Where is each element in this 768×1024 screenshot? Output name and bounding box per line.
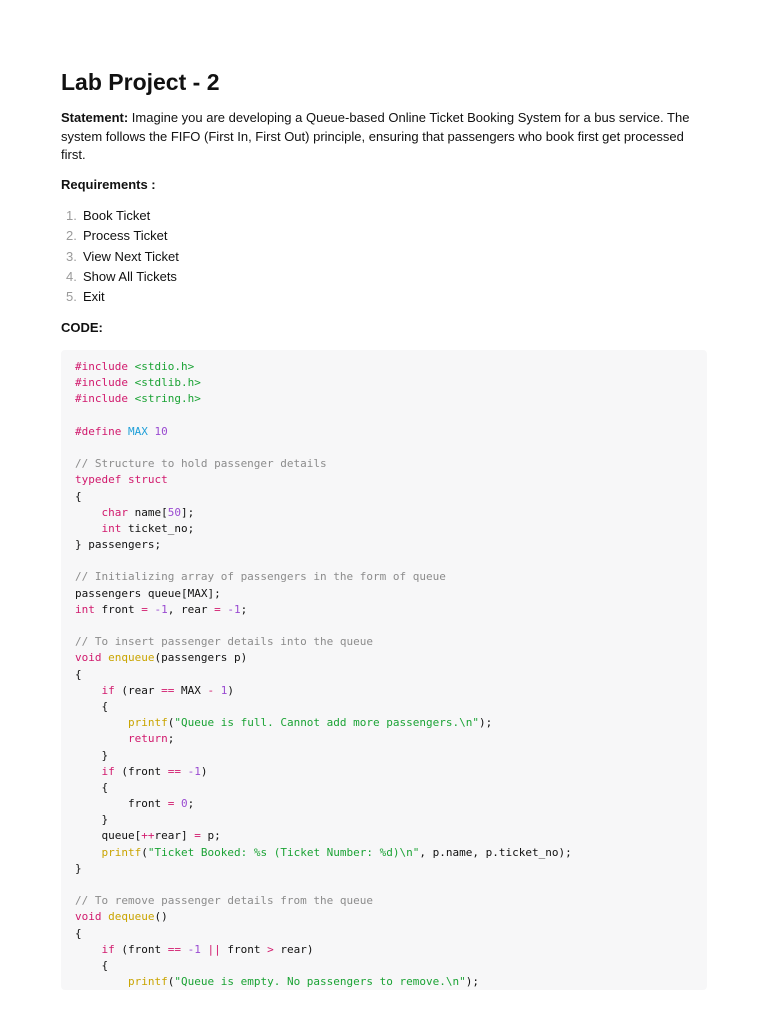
code-token: ]; [181,505,195,519]
code-token: passengers queue[MAX]; [75,586,221,600]
code-line [75,861,572,877]
code-token: if [101,683,115,697]
code-token: enqueue [108,651,155,665]
code-token: printf [127,975,168,989]
code-token [128,360,135,373]
code-line [75,569,572,585]
code-line [75,845,572,861]
code-token: == [161,683,175,697]
code-line [75,683,572,699]
code-token: queue[ [75,829,142,843]
code-token: { [75,489,82,503]
code-token [75,716,128,729]
code-line [75,505,572,521]
code-heading: CODE: [61,320,103,335]
code-token: == [167,942,181,956]
code-line [75,715,572,731]
requirement-number: 4. [66,268,77,284]
code-token: "Queue is full. Cannot add more passengers.\n" [174,716,479,730]
code-token: // Initializing array of passengers in the form of queue [75,570,446,584]
code-token [128,376,135,389]
code-token [174,797,181,810]
code-token: void [75,651,102,665]
code-token: > [267,942,274,956]
code-token: ; [187,797,195,811]
code-token: } [75,861,82,875]
code-token [214,684,221,697]
code-token: = [194,829,201,843]
code-token: <stdio.h> [134,360,195,373]
code-line [75,521,572,537]
code-token: { [75,958,109,972]
code-token: "Ticket Booked: %s (Ticket Number: %d)\n" [147,845,420,859]
code-line [75,893,572,909]
code-token [121,425,128,438]
code-token: -1 [187,764,201,778]
code-line [75,586,572,602]
code-token: dequeue [108,910,155,924]
code-line [75,489,572,505]
code-token: rear) [273,942,314,956]
code-token: ); [465,975,480,989]
code-token: == [167,764,181,778]
code-token: ++ [141,829,155,843]
code-token: #include [75,392,128,406]
requirement-number: 2. [66,228,77,244]
requirements-list [66,206,179,307]
requirement-label: Process Ticket [83,228,168,244]
code-token: { [75,926,82,940]
code-token: 10 [154,424,168,438]
code-token: = [167,797,175,811]
code-line [75,699,572,715]
requirement-number: 1. [66,208,77,223]
code-token: ; [240,602,248,616]
code-token: rear] [154,829,195,843]
code-token: ) [200,764,208,778]
code-token: (rear [114,683,162,697]
code-token [75,943,102,956]
code-line [75,553,572,569]
code-token: ) [227,683,234,697]
code-token [181,765,188,778]
code-token: MAX [127,424,148,438]
code-token [75,975,128,988]
code-line [75,650,572,666]
code-token: ( [167,716,175,730]
code-line [75,877,572,893]
requirement-item [66,247,179,267]
code-token: printf [127,716,168,730]
code-token: #define [75,424,122,438]
code-token [75,684,102,697]
code-token: (front [114,764,168,778]
code-token: ); [479,716,493,730]
code-token: (passengers p) [154,651,248,665]
code-token: front [94,602,142,616]
code-line [75,958,572,974]
code-token: p; [200,829,221,843]
code-token [75,846,102,859]
requirements-heading: Requirements : [61,177,156,192]
code-token: = [214,602,221,616]
requirement-label: Exit [83,289,105,305]
code-token: name[ [128,505,168,519]
code-token: ( [167,975,175,989]
code-line [75,942,572,958]
code-token: } [75,748,109,762]
code-token: front [220,942,268,956]
code-token: ; [167,732,175,746]
statement-text: Imagine you are developing a Queue-based Online Ticket Booking System for a bus service. The system follows the FIFO (First In, First Out) principle, ensuring that passengers who book first get processed first. [61,110,690,162]
requirement-label: View Next Ticket [83,248,179,264]
code-token: MAX [174,683,208,697]
code-line [75,359,572,375]
code-line [75,731,572,747]
code-line [75,408,572,424]
code-token: #include [75,360,128,373]
code-line [75,472,572,488]
code-token: // To insert passenger details into the queue [75,635,374,649]
code-token: } passengers; [75,538,162,552]
code-line [75,764,572,780]
code-token: int [101,521,122,535]
code-line [75,796,572,812]
code-token: 1 [220,683,228,697]
code-token: () [154,910,168,924]
code-token: return [127,732,168,746]
requirement-number: 5. [66,289,77,305]
code-token: // Structure to hold passenger details [75,457,327,471]
code-token [75,765,102,778]
code-token: , p.name, p.ticket_no); [419,845,572,859]
requirement-item [66,206,179,226]
code-line [75,780,572,796]
code-token: = [141,602,148,616]
code-token: char [101,505,128,519]
page-title: Lab Project - 2 [61,69,220,95]
code-token [181,943,188,956]
code-line [75,537,572,553]
code-line [75,828,572,844]
code-token: || [207,942,221,956]
code-token: - [207,683,215,697]
code-token: struct [127,473,168,487]
code-token: // To remove passenger details from the queue [75,894,374,908]
code-token [75,732,128,745]
code-line [75,456,572,472]
requirement-label: Show All Tickets [83,268,177,284]
code-token: , rear [167,602,215,616]
code-token: #include [75,376,128,390]
requirement-item [66,226,179,246]
code-token: (front [114,942,168,956]
code-token: ( [141,845,148,859]
code-token: void [75,910,102,924]
requirement-number: 3. [66,248,77,264]
code-token: -1 [154,602,168,616]
code-line [75,909,572,925]
code-token [128,392,135,405]
code-token: int [75,602,95,616]
problem-statement [61,109,711,165]
requirement-label: Book Ticket [83,208,151,223]
code-token: { [75,699,109,713]
code-token: <stdlib.h> [134,376,201,390]
code-token: ticket_no; [121,521,195,535]
code-token: -1 [227,602,241,616]
code-token: if [101,942,115,956]
code-token: if [101,764,115,778]
code-line [75,391,572,407]
code-token: { [75,780,109,794]
requirement-item [66,267,179,287]
code-line [75,748,572,764]
code-token: "Queue is empty. No passengers to remove.\n" [174,975,466,989]
code-token: } [75,813,109,827]
code-line [75,634,572,650]
code-token: typedef [75,473,122,487]
code-token [75,522,102,535]
code-block [61,350,707,990]
code-token: 0 [180,797,188,811]
code-line [75,375,572,391]
code-line [75,424,572,440]
code-line [75,926,572,942]
code-listing [75,359,572,990]
code-line [75,667,572,683]
statement-label: Statement: [61,110,129,125]
code-line [75,618,572,634]
code-token: 50 [167,505,181,519]
code-line [75,602,572,618]
code-token: printf [101,845,142,859]
code-token: <string.h> [134,392,201,406]
code-token [75,506,102,519]
code-line [75,440,572,456]
code-line [75,812,572,828]
code-token: -1 [187,942,201,956]
code-token [121,473,128,486]
code-line [75,974,572,990]
code-token: front [75,797,168,811]
requirement-item [66,287,179,307]
code-token: { [75,667,82,681]
